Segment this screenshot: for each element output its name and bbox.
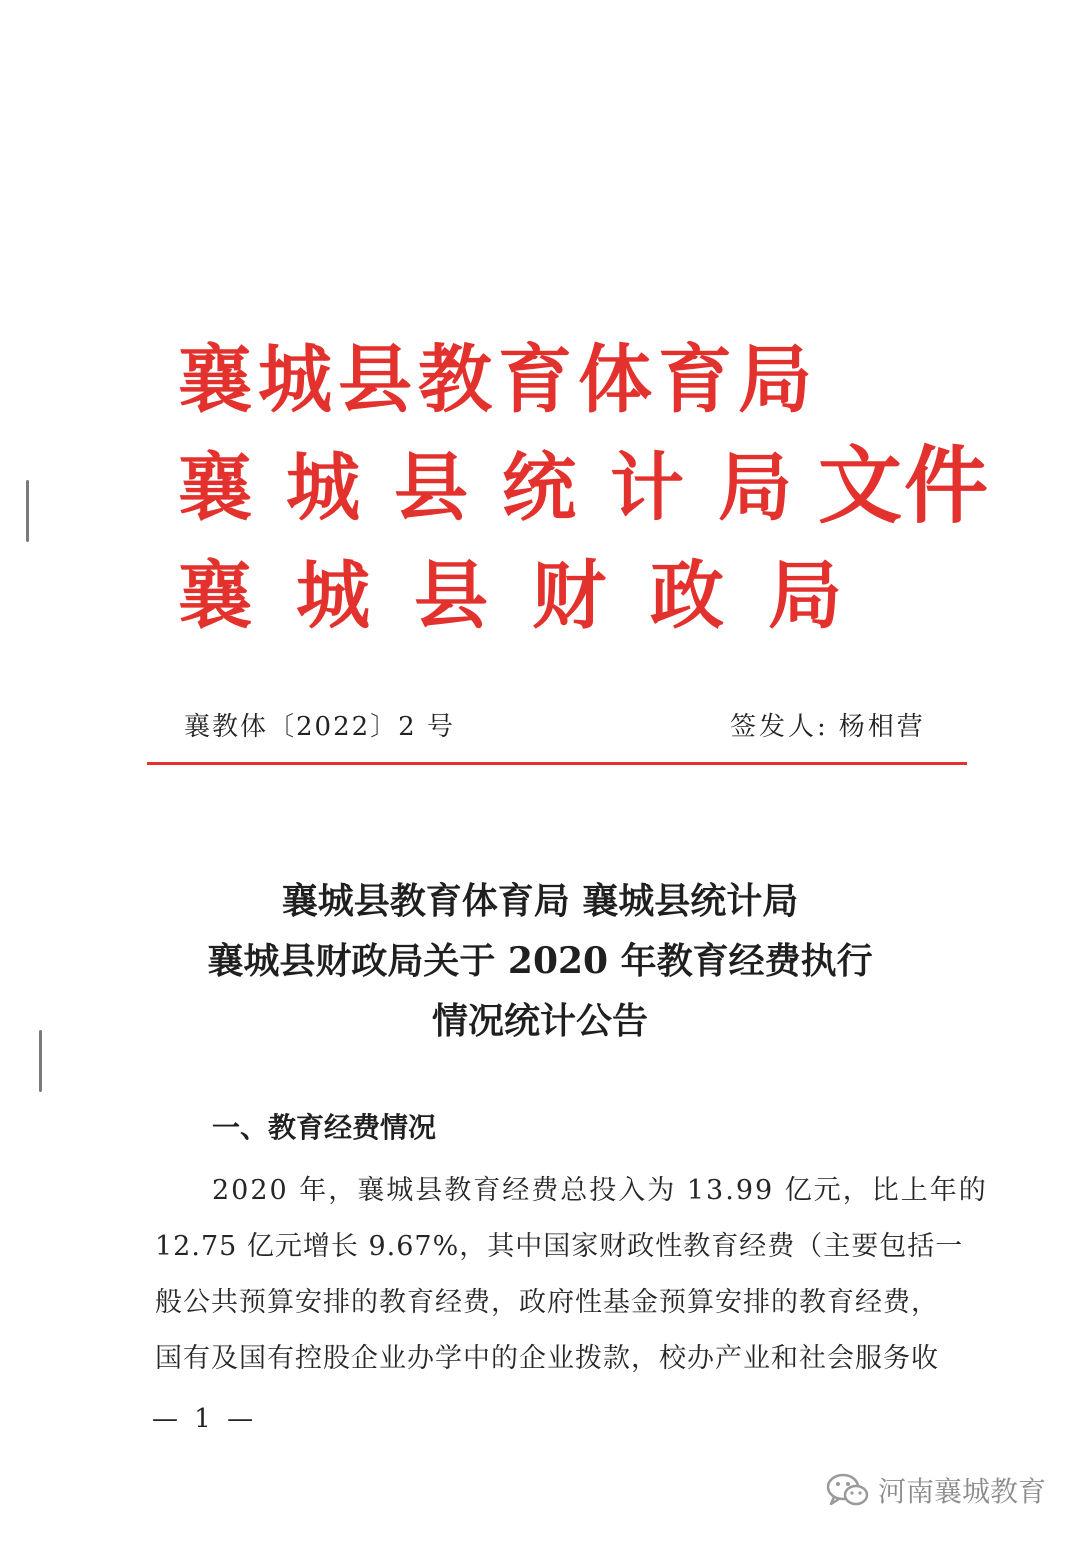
document-number: 襄教体〔2022〕2 号 bbox=[184, 712, 455, 742]
issuer bbox=[730, 706, 926, 743]
watermark-text: 河南襄城教育 bbox=[877, 1475, 1046, 1508]
body-text-line: 国有及国有控股企业办学中的企业拨款，校办产业和社会服务收 bbox=[155, 1343, 939, 1374]
body-text-line: 2020 年，襄城县教育经费总投入为 13.99 亿元，比上年的 bbox=[212, 1175, 988, 1206]
page-number: — 1 — bbox=[152, 1404, 258, 1434]
issuing-org-statistics: 襄城县统计局 bbox=[178, 445, 826, 531]
document-title-line-2: 襄城县财政局关于 2020 年教育经费执行 bbox=[207, 940, 873, 982]
document-type-label: 文件 bbox=[818, 436, 991, 535]
issuer-label: 签发人: bbox=[730, 712, 829, 742]
staple-mark-bottom bbox=[39, 1030, 42, 1092]
section-heading: 一、教育经费情况 bbox=[212, 1111, 437, 1144]
header-divider bbox=[147, 762, 967, 765]
issuing-org-finance: 襄城县财政局 bbox=[178, 553, 886, 639]
issuer-name: 杨相营 bbox=[838, 712, 926, 742]
issuing-org-education: 襄城县教育体育局 bbox=[178, 337, 818, 423]
body-text-line: 般公共预算安排的教育经费，政府性基金预算安排的教育经费， bbox=[155, 1287, 939, 1318]
document-title-line-3: 情况统计公告 bbox=[431, 1000, 648, 1042]
document-title-line-1: 襄城县教育体育局 襄城县统计局 bbox=[281, 880, 799, 922]
body-text-line: 12.75 亿元增长 9.67%，其中国家财政性教育经费（主要包括一 bbox=[155, 1231, 964, 1262]
watermark bbox=[826, 1470, 1046, 1510]
wechat-icon bbox=[826, 1472, 870, 1508]
staple-mark-top bbox=[26, 480, 29, 542]
